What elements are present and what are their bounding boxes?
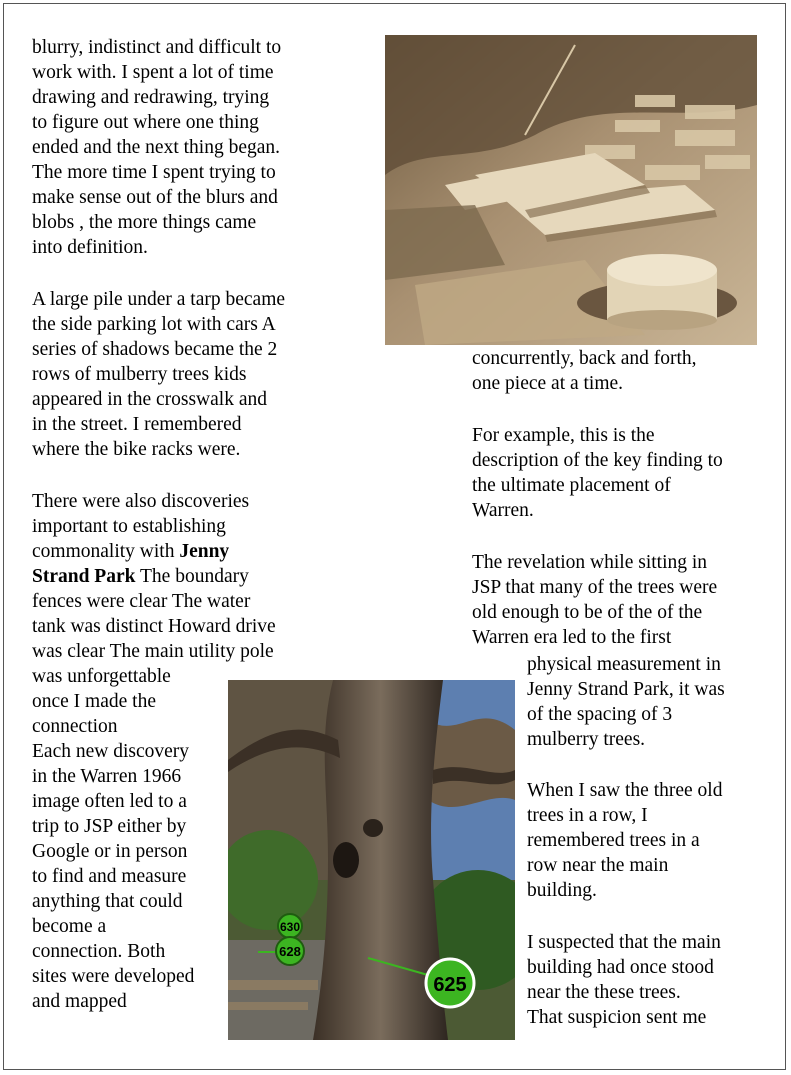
text-line: A large pile under a tarp became [32, 289, 286, 310]
text-line: physical measurement in [527, 654, 721, 675]
text-line: to figure out where one thing [32, 112, 259, 133]
text-line: There were also discoveries [32, 491, 250, 512]
text-line: old enough to be of the of the [472, 602, 703, 623]
tree-photo-icon [228, 680, 515, 1040]
text-line: The revelation while sitting in [472, 552, 708, 573]
text-line: sites were developed [32, 966, 195, 987]
aerial-photo [385, 35, 757, 345]
text-line: was unforgettable [32, 666, 171, 687]
text-line: trip to JSP either by [32, 816, 187, 837]
text-line [32, 564, 249, 589]
text-line: make sense out of the blurs and [32, 187, 278, 208]
text-line: in the street. I remembered [32, 414, 242, 435]
text-line: where the bike racks were. [32, 439, 241, 460]
strand-park-bold: Strand Park [32, 566, 136, 587]
text-line: ended and the next thing began. [32, 137, 281, 158]
text-line: one piece at a time. [472, 373, 624, 394]
text-line [32, 539, 229, 564]
aerial-photo-icon [385, 35, 757, 345]
text-line: anything that could [32, 891, 183, 912]
text-line: mulberry trees. [527, 729, 646, 750]
text-line: Each new discovery [32, 741, 190, 762]
text-span: The boundary [135, 566, 249, 587]
text-line: Warren. [472, 500, 534, 521]
text-line: once I made the [32, 691, 156, 712]
text-line: was clear The main utility pole [32, 641, 274, 662]
text-line: The more time I spent trying to [32, 162, 276, 183]
text-line: That suspicion sent me [527, 1007, 707, 1028]
text-line: row near the main [527, 855, 669, 876]
text-line: description of the key finding to [472, 450, 723, 471]
text-line: series of shadows became the 2 [32, 339, 278, 360]
jenny-bold: Jenny [179, 541, 230, 562]
text-line: fences were clear The water [32, 591, 251, 612]
text-line: rows of mulberry trees kids [32, 364, 247, 385]
text-line: the ultimate placement of [472, 475, 671, 496]
text-line: become a [32, 916, 107, 937]
text-line: to find and measure [32, 866, 187, 887]
text-line: Warren era led to the first [472, 627, 672, 648]
text-line: When I saw the three old [527, 780, 723, 801]
text-line: important to establishing [32, 516, 226, 537]
text-line: and mapped [32, 991, 127, 1012]
text-line: the side parking lot with cars A [32, 314, 276, 335]
text-line: blurry, indistinct and difficult to [32, 37, 282, 58]
text-line: in the Warren 1966 [32, 766, 182, 787]
text-line: building had once stood [527, 957, 714, 978]
marker-628-label: 628 [279, 944, 301, 959]
text-line: tank was distinct Howard drive [32, 616, 276, 637]
text-line: trees in a row, I [527, 805, 648, 826]
text-line: near the these trees. [527, 982, 681, 1003]
text-line: Jenny Strand Park, it was [527, 679, 725, 700]
text-span: commonality with [32, 541, 175, 562]
text-line: JSP that many of the trees were [472, 577, 718, 598]
text-line: concurrently, back and forth, [472, 348, 697, 369]
text-line: appeared in the crosswalk and [32, 389, 267, 410]
text-line: building. [527, 880, 597, 901]
tree-photo [228, 680, 515, 1040]
marker-630-label: 630 [279, 920, 301, 934]
text-line: into definition. [32, 237, 148, 258]
marker-625-label: 625 [433, 974, 467, 996]
text-line: remembered trees in a [527, 830, 700, 851]
text-line: work with. I spent a lot of time [32, 62, 274, 83]
text-line: connection. Both [32, 941, 166, 962]
text-line: I suspected that the main [527, 932, 721, 953]
text-line: For example, this is the [472, 425, 655, 446]
text-line: image often led to a [32, 791, 187, 812]
text-line: Google or in person [32, 841, 188, 862]
text-line: connection [32, 716, 118, 737]
text-line: drawing and redrawing, trying [32, 87, 270, 108]
text-line: blobs , the more things came [32, 212, 257, 233]
text-line: of the spacing of 3 [527, 704, 673, 725]
